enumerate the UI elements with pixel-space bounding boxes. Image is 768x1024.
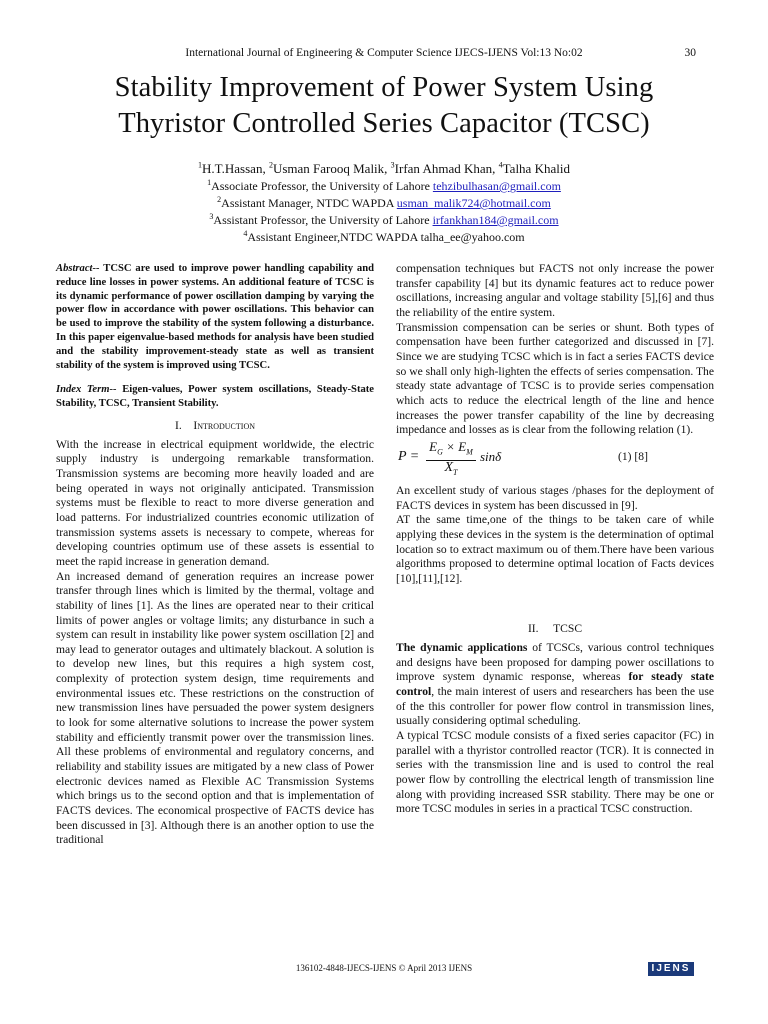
equation-sin-term: sinδ bbox=[480, 448, 502, 464]
left-column bbox=[56, 262, 374, 848]
email-link[interactable]: usman_malik724@hotmail.com bbox=[396, 196, 551, 210]
equation-numerator bbox=[426, 440, 476, 461]
section-number: II. bbox=[527, 622, 539, 636]
author-sup: 3 bbox=[390, 160, 395, 170]
page-number: 30 bbox=[684, 47, 696, 59]
author-name: H.T.Hassan, bbox=[202, 161, 269, 176]
author-name: Irfan Ahmad Khan, bbox=[394, 161, 499, 176]
equation-denominator bbox=[426, 461, 476, 480]
index-terms bbox=[56, 383, 374, 411]
eq-term: X bbox=[444, 460, 454, 476]
aff-text: Assistant Manager, NTDC WAPDA bbox=[221, 196, 397, 210]
abstract-label: Abstract-- bbox=[56, 263, 100, 274]
running-header bbox=[0, 47, 768, 63]
section-title: TCSC bbox=[553, 622, 583, 636]
aff-sup: 2 bbox=[217, 195, 222, 204]
abstract-text: TCSC are used to improve power handling capability and reduce line losses in power systems. An additional feature of TCSC is its dynamic performance of power oscillation damping by varying the power flow in accordance with power oscillations. This behavior can be used to improve the stability of the system following a disturbance. In this paper eigenvalue-based methods for analysis have been studied and the stability improvement-steady state as well as transient stability of the system is improved using TCSC. bbox=[56, 263, 374, 371]
author-names bbox=[0, 160, 768, 178]
section-title: Introduction bbox=[193, 418, 255, 432]
intro-paragraph-1: With the increase in electrical equipment worldwide, the electric supply industry is undergoing remarkable transformation. Transmission systems are becoming more heavily loaded and are being operated in ways not originally anticipated. Transmission systems must be flexible to react to more diverse generation and load patterns. For industrialized countries economic utilization of transmission systems assets is necessary to compete, whereas for developing countries optimum use of these assets is essential to meet the rapid increase in generation demand. bbox=[56, 437, 374, 568]
author-sup: 4 bbox=[498, 160, 503, 170]
equation-lhs: P = bbox=[398, 448, 420, 464]
equation-fraction bbox=[426, 440, 476, 481]
right-paragraph-2: Transmission compensation can be series or shunt. Both types of compensation have been further categorized and discussed in [7]. Since we are studying TCSC which is in fact a series FACTS device so we shall only high-lighten the effects of series compensation. The steady state advantage of TCSC is to provide series compensation which acts to reduce the electrical length of the line and hence increases the power transfer capability of the line by decreasing impedance and losses as is clear from the following relation (1). bbox=[396, 320, 715, 437]
index-terms-text: Eigen-values, Power system oscillations, Steady-State Stability, TCSC, Transient Stability. bbox=[56, 384, 375, 410]
title-line-1: Stability Improvement of Power System Using bbox=[114, 72, 654, 103]
tcsc-text: , the main interest of users and researchers has been the use of the this controller for power flow control in transmission lines, usually considering optimal scheduling. bbox=[396, 685, 714, 728]
affiliation-4 bbox=[0, 229, 768, 246]
eq-op: × bbox=[442, 438, 459, 454]
author-sup: 2 bbox=[268, 160, 273, 170]
affiliation-2 bbox=[0, 195, 768, 212]
affiliation-3 bbox=[0, 212, 768, 229]
eq-term: E bbox=[458, 438, 467, 454]
eq-sub: G bbox=[437, 447, 443, 457]
right-paragraph-1: compensation techniques but FACTS not only increase the power transfer capability [4] but its dynamic features act to reduce power oscillations, increasing angular and voltage stability [5],[6] and thus the reliability of the entire system. bbox=[396, 262, 714, 319]
equation-1 bbox=[396, 440, 714, 480]
tcsc-text: of TCSCs, various control techniques and designs have been proposed for damping power oscillations to improve system dynamic response, whereas bbox=[396, 641, 714, 684]
tcsc-paragraph-2: A typical TCSC module consists of a fixed series capacitor (FC) in parallel with a thyristor controlled reactor (TCR). It is connected in series with the transmission line and is used to control the real power flow by controlling the electrical length of transmission line along with providing increased SSR stability. There may be one or more TCSC modules in series in a practical TCSC construction. bbox=[396, 729, 714, 816]
title-line-2: Thyristor Controlled Series Capacitor (TCSC) bbox=[118, 108, 650, 139]
aff-sup: 1 bbox=[207, 178, 212, 187]
eq-term: E bbox=[429, 438, 438, 454]
right-paragraph-4: AT the same time,one of the things to be taken care of while applying these devices in the system is the determination of optimal location so to extract maximum ou of them.There have been various algorithms proposed to determine optimal location of Facts devices [10],[11],[12]. bbox=[396, 513, 714, 585]
intro-paragraph-2: An increased demand of generation requires an increase power transfer through lines which is limited by the thermal, voltage and stability of lines [1]. As the lines are operated near to their critical limits of power angles or voltage limits; any disturbance in such a system can result in instability like power system oscillation [2] and may lead to generator outages and ultimately blackout. A solution is to develop new lines, but this requires a high system cost, complexity of protection system design, time requirements and environmental issues etc. These restrictions on the construction of new transmission lines have persuaded the power system designers to look for some alternative solutions to increase the power system stability and efficiently transmit power over the transmission lines. All these problems of environmental and regulatory concerns, and reliability and stability issues are mitigated by a new class of Power electronic devices named as Flexible AC Transmission Systems which brings us to the second option and that is implementation of FACTS devices. The economical prospective of FACTS device has been discussed in [3]. Although there is an another option to use the traditional bbox=[56, 569, 374, 847]
abstract bbox=[56, 262, 374, 372]
author-name: Talha Khalid bbox=[502, 161, 570, 176]
author-block bbox=[0, 160, 768, 246]
section-number: I. bbox=[175, 418, 182, 432]
author-name: Usman Farooq Malik, bbox=[272, 161, 391, 176]
email-link[interactable]: tehzibulhasan@gmail.com bbox=[432, 179, 561, 193]
author-sup: 1 bbox=[198, 160, 203, 170]
section-2-heading bbox=[396, 622, 714, 637]
journal-name: International Journal of Engineering & Computer Science IJECS-IJENS Vol:13 No:02 bbox=[185, 47, 583, 59]
email-link[interactable]: irfankhan184@gmail.com bbox=[432, 213, 559, 227]
eq-sub: M bbox=[466, 447, 473, 457]
aff-sup: 3 bbox=[209, 212, 214, 221]
tcsc-paragraph-1 bbox=[396, 641, 714, 729]
affiliation-1 bbox=[0, 178, 768, 195]
aff-text: Assistant Engineer,NTDC WAPDA talha_ee@yahoo.com bbox=[247, 230, 525, 244]
page-footer: 136102-4848-IJECS-IJENS © April 2013 IJENS bbox=[295, 963, 473, 973]
ijens-logo: IJENS bbox=[648, 962, 694, 976]
aff-text: Assistant Professor, the University of Lahore bbox=[213, 213, 433, 227]
eq-sub: T bbox=[453, 467, 458, 477]
bold-phrase: for steady state control bbox=[396, 670, 714, 699]
section-1-heading bbox=[56, 419, 374, 434]
index-terms-label: Index Term-- bbox=[56, 384, 117, 396]
bold-phrase: The dynamic applications bbox=[396, 641, 528, 655]
paper-title bbox=[40, 70, 728, 142]
aff-sup: 4 bbox=[243, 229, 248, 238]
column-spacer bbox=[396, 586, 714, 614]
equation-reference: (1) [8] bbox=[618, 449, 648, 463]
aff-text: Associate Professor, the University of Lahore bbox=[211, 179, 433, 193]
right-column bbox=[396, 262, 714, 817]
right-paragraph-3: An excellent study of various stages /phases for the deployment of FACTS devices in system has been discussed in [9]. bbox=[396, 483, 714, 512]
